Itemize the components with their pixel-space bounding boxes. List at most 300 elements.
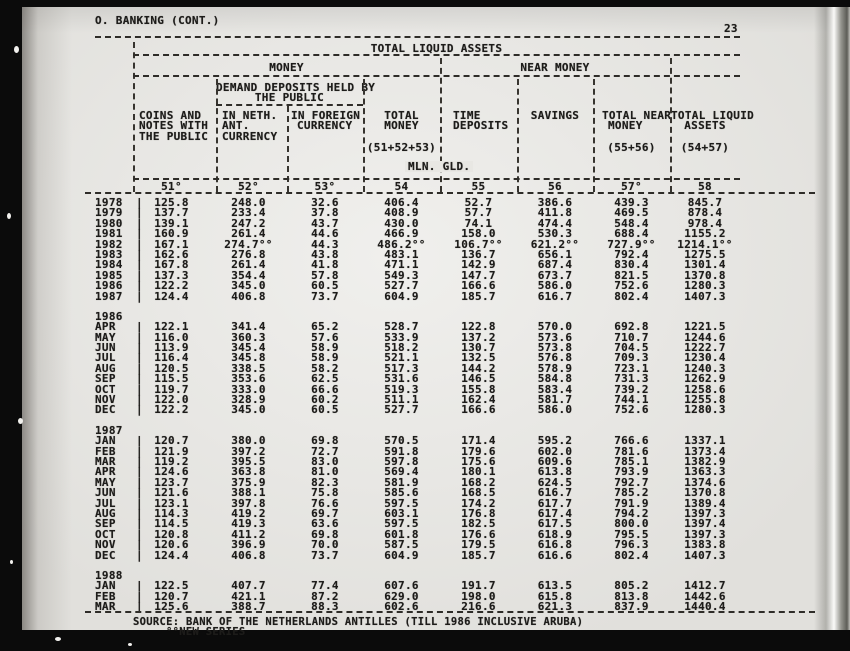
value-cell: 125.8: [154, 196, 189, 209]
value-cell: 1397.4: [684, 517, 726, 531]
value-cell: 602.6: [384, 600, 419, 614]
value-cell: 978.4: [687, 216, 723, 230]
unit-label: MLN. GLD.: [405, 161, 473, 172]
value-cell: 421.1: [231, 589, 266, 603]
row-divider-bar: |: [136, 589, 143, 603]
value-cell: 591.8: [384, 444, 419, 458]
value-cell: 419.2: [231, 506, 266, 520]
value-cell: 176.8: [461, 506, 496, 520]
value-cell: 802.4: [614, 289, 649, 303]
date-cell: DEC: [95, 403, 116, 417]
value-cell: 613.8: [537, 465, 573, 479]
value-cell: 70.0: [311, 538, 339, 552]
value-cell: 72.7: [311, 444, 339, 458]
value-cell: 621.3: [537, 600, 573, 614]
value-cell: 604.9: [384, 548, 419, 562]
value-cell: 1397.3: [684, 527, 726, 541]
row-divider-bar: |: [136, 600, 143, 614]
value-cell: 185.7: [461, 289, 496, 303]
column-number: 56: [548, 180, 562, 193]
row-divider-bar: |: [136, 196, 143, 209]
column-number: 58: [698, 180, 712, 193]
value-cell: 130.7: [461, 341, 496, 355]
value-cell: 624.5: [537, 475, 573, 489]
column-header-line: THE PUBLIC: [139, 129, 209, 143]
date-cell: 1978: [95, 196, 123, 209]
value-cell: 120.6: [154, 538, 189, 552]
table-row: [0, 208, 850, 218]
value-cell: 179.5: [461, 538, 496, 552]
value-cell: 345.8: [231, 351, 266, 365]
header-demand-deposits-line1: DEMAND DEPOSITS HELD BY: [216, 81, 376, 94]
bar-col53-54: [363, 79, 365, 192]
value-cell: 615.8: [537, 589, 573, 603]
date-cell: JAN: [95, 579, 116, 593]
value-cell: 793.9: [614, 465, 649, 479]
value-cell: 180.1: [461, 465, 496, 479]
date-cell: FEB: [95, 589, 116, 603]
row-divider-bar: |: [136, 475, 143, 489]
row-divider-bar: |: [136, 279, 143, 293]
table-row: [0, 198, 850, 208]
column-number: 55: [471, 180, 486, 193]
value-cell: 69.8: [311, 527, 339, 541]
value-cell: 585.6: [384, 486, 419, 500]
value-cell: 629.0: [384, 589, 419, 603]
column-formula: (54+57): [680, 141, 730, 154]
value-cell: 597.8: [384, 454, 419, 468]
value-cell: 345.0: [231, 279, 266, 293]
row-divider-bar: |: [136, 434, 143, 448]
bar-col56-57: [593, 79, 595, 192]
value-cell: 345.4: [231, 341, 266, 355]
value-cell: 179.6: [461, 444, 496, 458]
date-cell: APR: [95, 465, 116, 479]
section-label: 1987: [95, 423, 123, 437]
value-cell: 142.9: [461, 258, 496, 272]
bar-col51-52: [216, 79, 218, 192]
value-cell: 113.9: [154, 341, 189, 355]
value-cell: 430.0: [384, 216, 419, 230]
value-cell: 167.1: [154, 237, 189, 251]
date-cell: 1979: [95, 206, 123, 220]
value-cell: 1383.8: [684, 538, 726, 552]
header-total-liquid-assets: TOTAL LIQUID ASSETS: [370, 42, 503, 55]
row-divider-bar: |: [136, 444, 143, 458]
value-cell: 527.7: [384, 279, 419, 293]
value-cell: 122.8: [461, 320, 496, 334]
value-cell: 519.3: [384, 382, 419, 396]
value-cell: 106.7°°: [454, 237, 503, 251]
value-cell: 613.5: [537, 579, 573, 593]
value-cell: 73.7: [311, 548, 339, 562]
date-cell: AUG: [95, 361, 116, 375]
value-cell: 709.3: [614, 351, 649, 365]
value-cell: 1363.3: [684, 465, 726, 479]
value-cell: 528.7: [384, 320, 419, 334]
date-cell: OCT: [95, 382, 116, 396]
value-cell: 1337.1: [684, 434, 726, 448]
value-cell: 62.5: [311, 372, 339, 386]
value-cell: 121.6: [154, 486, 189, 500]
value-cell: 166.6: [461, 403, 496, 417]
date-cell: MAY: [95, 330, 116, 344]
rule-under-money-row: [133, 75, 740, 77]
rule-above-column-numbers: [133, 178, 740, 180]
column-formula: (51+52+53): [366, 141, 437, 154]
column-header-line: TIME: [453, 109, 481, 122]
page-title: O. BANKING (CONT.): [95, 14, 220, 27]
column-header-line: IN NETH.: [222, 109, 278, 122]
value-cell: 43.8: [311, 247, 339, 261]
value-cell: 122.1: [154, 320, 189, 334]
value-cell: 139.1: [154, 216, 189, 230]
value-cell: 57.6: [311, 330, 339, 344]
value-cell: 795.5: [614, 527, 649, 541]
header-money: MONEY: [269, 61, 304, 74]
column-header-line: NOTES WITH: [139, 119, 209, 133]
value-cell: 1407.3: [684, 548, 726, 562]
value-cell: 618.9: [537, 527, 573, 541]
table-row: [0, 289, 850, 303]
value-cell: 155.8: [461, 382, 496, 396]
value-cell: 419.3: [231, 517, 266, 531]
value-cell: 58.9: [311, 351, 339, 365]
value-cell: 586.0: [537, 279, 573, 293]
value-cell: 1370.8: [684, 486, 726, 500]
value-cell: 1258.6: [684, 382, 726, 396]
value-cell: 1370.8: [684, 268, 726, 282]
value-cell: 41.8: [311, 258, 339, 272]
row-divider-bar: |: [136, 517, 143, 531]
value-cell: 328.9: [231, 393, 266, 407]
row-divider-bar: |: [136, 538, 143, 552]
value-cell: 578.9: [537, 361, 573, 375]
row-divider-bar: |: [136, 548, 143, 562]
value-cell: 752.6: [614, 403, 649, 417]
section-label: 1988: [95, 568, 123, 582]
row-divider-bar: |: [136, 227, 143, 241]
scan-speck: [128, 643, 132, 646]
value-cell: 363.8: [231, 465, 266, 479]
value-cell: 616.7: [537, 289, 573, 303]
value-cell: 471.1: [384, 258, 419, 272]
rule-under-title: [95, 36, 740, 38]
value-cell: 766.6: [614, 434, 649, 448]
row-divider-bar: |: [136, 341, 143, 355]
value-cell: 617.5: [537, 517, 573, 531]
value-cell: 604.9: [384, 289, 419, 303]
value-cell: 63.6: [311, 517, 339, 531]
value-cell: 122.2: [154, 279, 189, 293]
date-cell: DEC: [95, 548, 116, 562]
value-cell: 796.3: [614, 538, 649, 552]
value-cell: 1440.4: [684, 600, 726, 614]
value-cell: 121.9: [154, 444, 189, 458]
value-cell: 83.0: [311, 454, 339, 468]
date-cell: 1981: [95, 227, 123, 241]
row-divider-bar: |: [136, 351, 143, 365]
value-cell: 120.8: [154, 527, 189, 541]
section-label: 1986: [95, 309, 123, 323]
value-cell: 144.2: [461, 361, 496, 375]
value-cell: 125.6: [154, 600, 189, 614]
column-header-line: TOTAL LIQUID: [671, 109, 755, 122]
value-cell: 411.2: [231, 527, 266, 541]
value-cell: 136.7: [461, 247, 496, 261]
column-header-line: MONEY: [384, 119, 419, 133]
value-cell: 1373.4: [684, 444, 726, 458]
date-cell: JAN: [95, 434, 116, 448]
value-cell: 673.7: [537, 268, 573, 282]
date-cell: JUL: [95, 496, 116, 510]
value-cell: 124.4: [154, 289, 189, 303]
value-cell: 158.0: [461, 227, 496, 241]
value-cell: 274.7°°: [224, 237, 273, 251]
value-cell: 182.5: [461, 517, 496, 531]
value-cell: 132.5: [461, 351, 496, 365]
value-cell: 692.8: [614, 320, 649, 334]
value-cell: 483.1: [384, 247, 419, 261]
value-cell: 518.2: [384, 341, 419, 355]
date-cell: JUL: [95, 351, 116, 365]
value-cell: 57.7: [464, 206, 493, 220]
value-cell: 171.4: [461, 434, 496, 448]
value-cell: 388.7: [231, 600, 266, 614]
value-cell: 521.1: [384, 351, 419, 365]
column-number: 52°: [238, 180, 259, 193]
value-cell: 360.3: [231, 330, 266, 344]
value-cell: 785.2: [614, 486, 649, 500]
value-cell: 474.4: [537, 216, 573, 230]
row-divider-bar: |: [136, 320, 143, 334]
value-cell: 162.4: [461, 393, 496, 407]
value-cell: 408.9: [384, 206, 419, 220]
value-cell: 739.2: [614, 382, 649, 396]
date-cell: 1987: [95, 289, 123, 303]
page-number: 23: [724, 22, 738, 35]
value-cell: 32.6: [311, 196, 339, 209]
value-cell: 813.8: [614, 589, 649, 603]
value-cell: 276.8: [231, 247, 266, 261]
value-cell: 609.6: [537, 454, 573, 468]
value-cell: 395.5: [231, 454, 266, 468]
source-note: SOURCE: BANK OF THE NETHERLANDS ANTILLES (TILL 1986 INCLUSIVE ARUBA): [133, 616, 584, 628]
value-cell: 752.6: [614, 279, 649, 293]
value-cell: 1214.1°°: [677, 237, 733, 251]
rule-below-column-numbers: [85, 192, 815, 194]
value-cell: 44.3: [311, 237, 339, 251]
value-cell: 573.8: [537, 341, 573, 355]
value-cell: 583.4: [537, 382, 573, 396]
column-header-line: MONEY: [608, 119, 643, 133]
value-cell: 77.4: [311, 579, 339, 593]
value-cell: 1255.8: [684, 393, 726, 407]
row-divider-bar: |: [136, 216, 143, 230]
bar-nearmoney-right: [670, 58, 672, 192]
date-cell: JUN: [95, 486, 116, 500]
scan-speck: [14, 46, 19, 53]
value-cell: 830.4: [614, 258, 649, 272]
date-cell: FEB: [95, 444, 116, 458]
column-header-line: TOTAL: [384, 109, 419, 122]
value-cell: 88.3: [311, 600, 339, 614]
table-left-bar: [133, 42, 135, 192]
value-cell: 388.1: [231, 486, 266, 500]
value-cell: 587.5: [384, 538, 419, 552]
value-cell: 119.7: [154, 382, 189, 396]
new-series-footnote: °°NEW SERIES: [166, 626, 246, 638]
value-cell: 466.9: [384, 227, 419, 241]
value-cell: 530.3: [537, 227, 573, 241]
value-cell: 76.6: [311, 496, 339, 510]
value-cell: 1412.7: [684, 579, 726, 593]
value-cell: 617.4: [537, 506, 573, 520]
date-cell: MAY: [95, 475, 116, 489]
value-cell: 688.4: [614, 227, 649, 241]
value-cell: 57.8: [311, 268, 339, 282]
value-cell: 397.2: [231, 444, 266, 458]
value-cell: 607.6: [384, 579, 419, 593]
value-cell: 1397.3: [684, 506, 726, 520]
value-cell: 147.7: [461, 268, 496, 282]
value-cell: 261.4: [231, 258, 266, 272]
value-cell: 73.7: [311, 289, 339, 303]
value-cell: 146.5: [461, 372, 496, 386]
value-cell: 469.5: [614, 206, 649, 220]
column-header-line: ASSETS: [684, 119, 726, 133]
date-cell: SEP: [95, 372, 116, 386]
value-cell: 396.9: [231, 538, 266, 552]
column-number: 53°: [314, 180, 336, 193]
value-cell: 569.4: [384, 465, 419, 479]
value-cell: 411.8: [537, 206, 573, 220]
value-cell: 43.7: [311, 216, 339, 230]
date-cell: 1986: [95, 279, 123, 293]
value-cell: 1244.6: [684, 330, 726, 344]
value-cell: 837.9: [614, 600, 649, 614]
value-cell: 124.4: [154, 548, 189, 562]
value-cell: 1301.4: [684, 258, 726, 272]
value-cell: 616.7: [537, 486, 573, 500]
value-cell: 439.3: [614, 196, 649, 209]
value-cell: 115.5: [154, 372, 189, 386]
value-cell: 1280.3: [684, 279, 726, 293]
value-cell: 533.9: [384, 330, 419, 344]
value-cell: 248.0: [231, 196, 266, 209]
row-divider-bar: |: [136, 465, 143, 479]
row-divider-bar: |: [136, 454, 143, 468]
value-cell: 781.6: [614, 444, 649, 458]
table-row: [0, 548, 850, 562]
value-cell: 69.7: [311, 506, 339, 520]
date-cell: APR: [95, 320, 116, 334]
value-cell: 616.6: [537, 548, 573, 562]
scan-speck: [18, 418, 23, 424]
value-cell: 397.8: [231, 496, 266, 510]
value-cell: 185.7: [461, 548, 496, 562]
value-cell: 576.8: [537, 351, 573, 365]
value-cell: 52.7: [464, 196, 493, 209]
date-cell: AUG: [95, 506, 116, 520]
scan-speck: [55, 637, 61, 641]
value-cell: 58.9: [311, 341, 339, 355]
date-cell: 1983: [95, 247, 123, 261]
value-cell: 581.7: [537, 393, 573, 407]
value-cell: 60.5: [311, 279, 339, 293]
value-cell: 1230.4: [684, 351, 726, 365]
column-header-line: ANT.: [222, 119, 250, 133]
value-cell: 1155.2: [684, 227, 726, 241]
column-header-line: IN FOREIGN: [291, 109, 361, 122]
value-cell: 1262.9: [684, 372, 726, 386]
value-cell: 800.0: [614, 517, 649, 531]
value-cell: 167.8: [154, 258, 189, 272]
value-cell: 353.6: [231, 372, 266, 386]
value-cell: 122.5: [154, 579, 189, 593]
value-cell: 1280.3: [684, 403, 726, 417]
value-cell: 160.9: [154, 227, 189, 241]
rule-above-source: [85, 611, 815, 613]
value-cell: 168.2: [461, 475, 496, 489]
value-cell: 805.2: [614, 579, 649, 593]
value-cell: 338.5: [231, 361, 266, 375]
value-cell: 744.1: [614, 393, 649, 407]
column-number: 57°: [621, 180, 642, 193]
value-cell: 794.2: [614, 506, 649, 520]
value-cell: 406.4: [384, 196, 419, 209]
value-cell: 1407.3: [684, 289, 726, 303]
value-cell: 119.2: [154, 454, 189, 468]
date-cell: 1982: [95, 237, 123, 251]
row-divider-bar: |: [136, 258, 143, 272]
column-formula: (55+56): [607, 141, 656, 154]
value-cell: 333.0: [231, 382, 266, 396]
value-cell: 731.3: [614, 372, 649, 386]
header-near-money: NEAR MONEY: [520, 61, 590, 74]
value-cell: 603.1: [384, 506, 419, 520]
column-header-line: CURRENCY: [297, 119, 353, 133]
value-cell: 601.8: [384, 527, 419, 541]
value-cell: 58.2: [311, 361, 339, 375]
value-cell: 69.8: [311, 434, 339, 448]
value-cell: 120.5: [154, 361, 189, 375]
value-cell: 1374.6: [684, 475, 726, 489]
value-cell: 380.0: [231, 434, 266, 448]
bar-col55-56: [517, 79, 519, 192]
value-cell: 123.1: [154, 496, 189, 510]
date-cell: NOV: [95, 393, 116, 407]
row-divider-bar: |: [136, 268, 143, 282]
value-cell: 74.1: [464, 216, 493, 230]
value-cell: 168.5: [461, 486, 496, 500]
rule-under-demand-box: [216, 104, 363, 106]
row-divider-bar: |: [136, 206, 143, 220]
value-cell: 573.6: [537, 330, 573, 344]
row-divider-bar: |: [136, 237, 143, 251]
value-cell: 595.2: [537, 434, 573, 448]
value-cell: 44.6: [311, 227, 339, 241]
value-cell: 123.7: [154, 475, 189, 489]
value-cell: 1275.5: [684, 247, 726, 261]
value-cell: 1222.7: [684, 341, 726, 355]
value-cell: 586.0: [537, 403, 573, 417]
value-cell: 82.3: [311, 475, 339, 489]
value-cell: 386.6: [537, 196, 573, 209]
value-cell: 687.4: [537, 258, 573, 272]
value-cell: 407.7: [231, 579, 266, 593]
value-cell: 785.1: [614, 454, 649, 468]
